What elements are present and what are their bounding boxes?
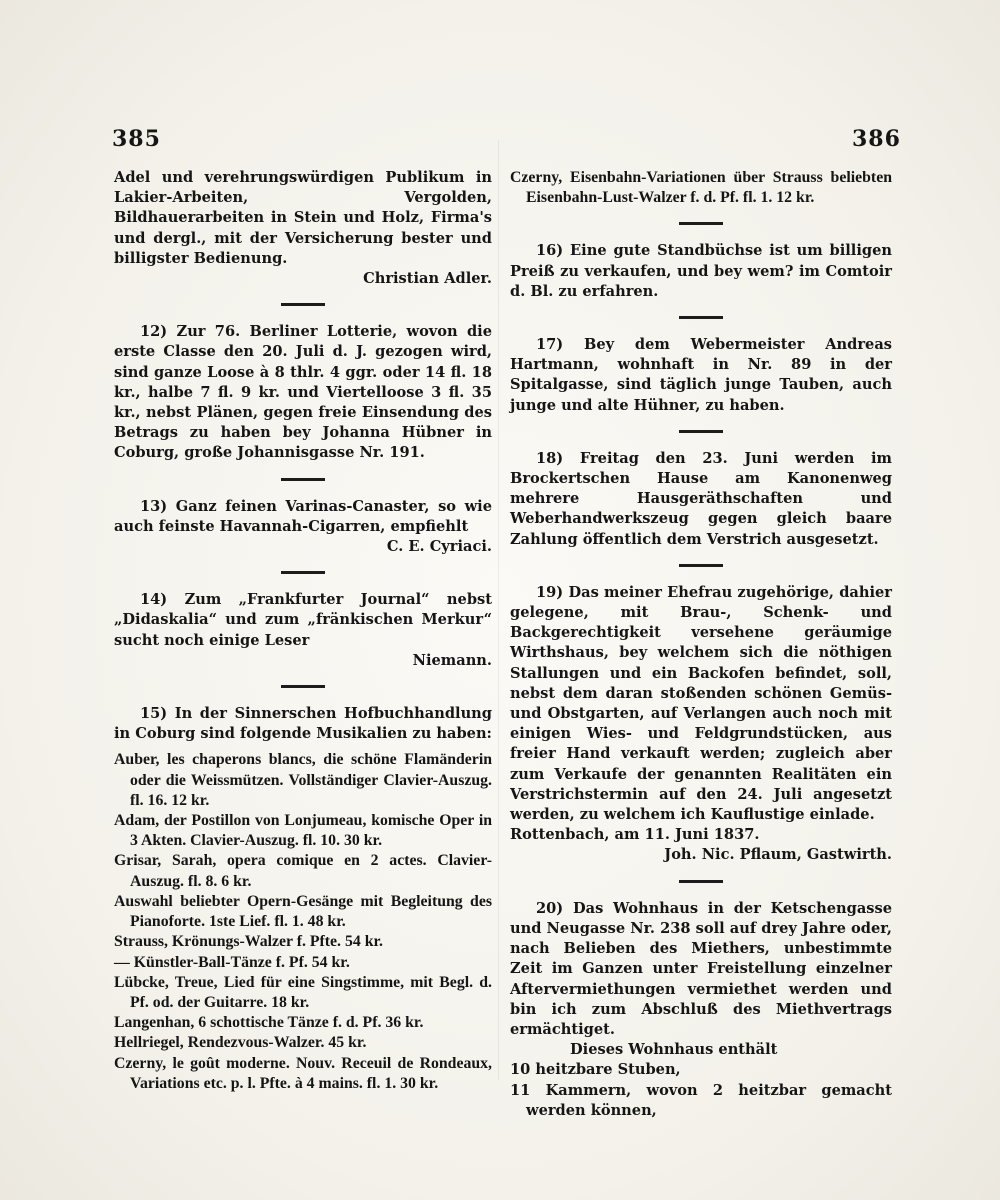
ad-13-signature: C. E. Cyriaci. [386,538,492,556]
music-list-item: Grisar, Sarah, opera comique en 2 actes. Clavier-Auszug. fl. 8. 6 kr. [114,852,492,890]
room-list-item: 11 Kammern, wovon 2 heitzbar gemacht werden können, [510,1081,892,1119]
ad-12: 12) Zur 76. Berliner Lotterie, wovon die erste Classe den 20. Juli d. J. gezogen wird, sind ganze Loose à 8 thlr. 4 ggr. oder 14 fl. 18 kr., halbe 7 fl. 9 kr. und Viertelloose 3 fl. 35 kr., nebst Plänen, gegen freie Einsendung des Betrags zu haben bey Johanna Hübner in Coburg, große Johannisgasse Nr. 191. [114,323,492,462]
ad-19: 19) Das meiner Ehefrau zugehörige, dahier gelegene, mit Brau-, Schenk- und Backgerechtigkeit versehene geräumige Wirthshaus, bey welchem sich die nöthigen Stallungen und ein Backofen befindet, soll, nebst dem daran stoßenden schönen Gemüs- und Obstgarten, auf Verlangen auch noch mit einigen Wies- und Feldgrundstücken, aus freier Hand verkauft werden; zugleich aber zum Verkaufe der genannten Realitäten ein Verstrichstermin auf den 24. Juli angesetzt werden, zu welchem ich Kauflustige einlade. [510,583,892,824]
music-list-item: Czerny, le goût moderne. Nouv. Receuil de Rondeaux, Variations etc. p. l. Pfte. à 4 mains. fl. 1. 30 kr. [114,1054,492,1092]
ad-19-place-date: Rottenbach, am 11. Juni 1837. [510,826,760,844]
ad-17: 17) Bey dem Webermeister Andreas Hartmann, wohnhaft in Nr. 89 in der Spitalgasse, sind täglich junge Tauben, auch junge und alte Hühner, zu haben. [510,336,892,414]
music-list-item: — Künstler-Ball-Tänze f. Pf. 54 kr. [114,953,350,971]
divider-rule [679,222,723,225]
intro-text: Adel und verehrungswürdigen Publikum in Lakier-Arbeiten, Vergolden, Bildhauerarbeiten in Stein und Holz, Firma's und dergl., mit der Versicherung bester und billigster Bedienung. [114,169,492,267]
ad-20-contains: Dieses Wohnhaus enthält [570,1041,778,1059]
music-list-continued: Czerny, Eisenbahn-Variationen über Strauss beliebten Eisenbahn-Lust-Walzer f. d. Pf. fl. 1. 12 kr. [510,169,892,207]
ad-16: 16) Eine gute Standbüchse ist um billigen Preiß zu verkaufen, und bey wem? im Comtoir d. Bl. zu erfahren. [510,242,892,300]
divider-rule [679,564,723,567]
music-list-item: Hellriegel, Rendezvous-Walzer. 45 kr. [114,1034,367,1052]
right-page-number: 386 [852,126,901,152]
music-list-item: Lübcke, Treue, Lied für eine Singstimme, mit Begl. d. Pf. od. der Guitarre. 18 kr. [114,973,492,1011]
music-list-item: Auber, les chaperons blancs, die schöne Flamänderin oder die Weissmützen. Vollständiger Clavier-Auszug. fl. 16. 12 kr. [114,751,492,809]
divider-rule [281,685,325,688]
right-column [510,168,892,1121]
divider-rule [679,316,723,319]
left-column [114,168,492,1094]
divider-rule [281,478,325,481]
ad-13: 13) Ganz feinen Varinas-Canaster, so wie auch feinste Havannah-Cigarren, empfiehlt [114,497,492,535]
ad-18: 18) Freitag den 23. Juni werden im Brockertschen Hause am Kanonenweg mehrere Hausgeräthschaften und Weberhandwerkszeug gegen gleich baare Zahlung öffentlich dem Verstrich ausgesetzt. [510,449,892,548]
music-list-item: Langenhan, 6 schottische Tänze f. d. Pf. 36 kr. [114,1014,424,1032]
ad-14: 14) Zum „Frankfurter Journal“ nebst „Didaskalia“ und zum „fränkischen Merkur“ sucht noch einige Leser [114,591,492,649]
music-list-item: Strauss, Krönungs-Walzer f. Pfte. 54 kr. [114,933,383,951]
music-list-item: Adam, der Postillon von Lonjumeau, komische Oper in 3 Akten. Clavier-Auszug. fl. 10. 30 kr. [114,812,492,850]
ad-15: 15) In der Sinnerschen Hofbuchhandlung in Coburg sind folgende Musikalien zu haben: [114,705,492,743]
page-gutter [498,140,499,1080]
left-page-number: 385 [112,126,161,152]
room-list-item: 10 heitzbare Stuben, [510,1061,681,1079]
divider-rule [679,430,723,433]
ad-20: 20) Das Wohnhaus in der Ketschengasse und Neugasse Nr. 238 soll auf drey Jahre oder, nach Belieben des Miethers, unbestimmte Zeit im Ganzen unter Freistellung einzelner Aftervermiethungen vermiethet werden und bin ich zum Abschluß des Miethvertrags ermächtiget. [510,899,892,1038]
divider-rule [281,571,325,574]
divider-rule [679,880,723,883]
ad-14-signature: Niemann. [412,651,492,669]
intro-signature: Christian Adler. [363,270,492,288]
ad-19-signature: Joh. Nic. Pflaum, Gastwirth. [664,846,892,864]
divider-rule [281,303,325,306]
music-list-item: Auswahl beliebter Opern-Gesänge mit Begleitung des Pianoforte. 1ste Lief. fl. 1. 48 kr. [114,892,492,931]
